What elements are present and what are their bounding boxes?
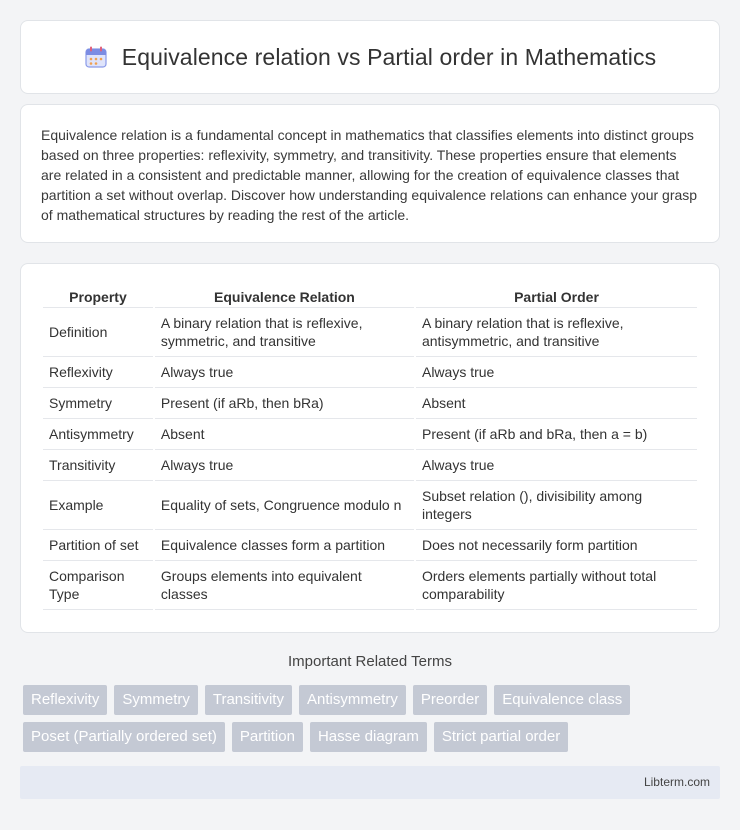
comparison-table-card <box>20 263 720 633</box>
page-title: Equivalence relation vs Partial order in Mathematics <box>121 43 657 70</box>
table-cell: Always true <box>155 357 414 388</box>
table-cell: Comparison Type <box>43 561 153 610</box>
intro-paragraph: Equivalence relation is a fundamental concept in mathematics that classifies elements into distinct groups based on three properties: reflexivity, symmetry, and transitivity. These properties ensure that elements are related in a consistent and predictable manner, allowing for the creation of equivalence classes that partition a set without overlap. Discover how understanding equivalence relations can enhance your grasp of mathematical structures by reading the rest of the article. <box>41 127 698 223</box>
calendar-icon <box>84 45 108 69</box>
header-card <box>20 20 720 94</box>
table-cell: A binary relation that is reflexive, symmetric, and transitive <box>155 308 414 357</box>
term-tag-antisymmetry[interactable]: Antisymmetry <box>299 685 406 715</box>
term-tag-poset[interactable]: Poset (Partially ordered set) <box>23 722 225 752</box>
table-cell: Reflexivity <box>43 357 153 388</box>
related-terms-title: Important Related Terms <box>288 653 452 670</box>
intro-card <box>20 104 720 243</box>
table-cell: Equality of sets, Congruence modulo n <box>155 481 414 530</box>
footer <box>20 766 720 799</box>
table-cell: Subset relation (), divisibility among integers <box>416 481 697 530</box>
table-cell: Absent <box>155 419 414 450</box>
table-row <box>43 561 697 610</box>
table-row <box>43 388 697 419</box>
column-header-partial-order: Partial Order <box>416 284 697 308</box>
table-cell: Antisymmetry <box>43 419 153 450</box>
table-row <box>43 419 697 450</box>
table-row <box>43 450 697 481</box>
table-cell: Definition <box>43 308 153 357</box>
table-cell: Does not necessarily form partition <box>416 530 697 561</box>
table-header-row <box>43 284 697 308</box>
term-tag-preorder[interactable]: Preorder <box>413 685 487 715</box>
term-tag-strict-partial-order[interactable]: Strict partial order <box>434 722 568 752</box>
term-tag-symmetry[interactable]: Symmetry <box>114 685 198 715</box>
table-cell: Equivalence classes form a partition <box>155 530 414 561</box>
table-cell: Partition of set <box>43 530 153 561</box>
comparison-table <box>41 284 699 610</box>
term-tag-equivalence-class[interactable]: Equivalence class <box>494 685 630 715</box>
term-tag-partition[interactable]: Partition <box>232 722 303 752</box>
column-header-equivalence: Equivalence Relation <box>155 284 414 308</box>
table-cell: Orders elements partially without total comparability <box>416 561 697 610</box>
column-header-property: Property <box>43 284 153 308</box>
table-cell: Symmetry <box>43 388 153 419</box>
table-cell: A binary relation that is reflexive, antisymmetric, and transitive <box>416 308 697 357</box>
table-row <box>43 308 697 357</box>
table-cell: Present (if aRb, then bRa) <box>155 388 414 419</box>
table-cell: Present (if aRb and bRa, then a = b) <box>416 419 697 450</box>
table-cell: Absent <box>416 388 697 419</box>
table-cell: Always true <box>416 357 697 388</box>
title-wrap <box>84 44 656 71</box>
table-row <box>43 481 697 530</box>
table-row <box>43 530 697 561</box>
table-cell: Always true <box>416 450 697 481</box>
footer-brand-link[interactable]: Libterm.com <box>643 775 710 789</box>
related-terms-list <box>23 685 723 752</box>
term-tag-transitivity[interactable]: Transitivity <box>205 685 292 715</box>
table-cell: Always true <box>155 450 414 481</box>
term-tag-hasse-diagram[interactable]: Hasse diagram <box>310 722 427 752</box>
table-cell: Example <box>43 481 153 530</box>
table-cell: Groups elements into equivalent classes <box>155 561 414 610</box>
table-cell: Transitivity <box>43 450 153 481</box>
table-row <box>43 357 697 388</box>
term-tag-reflexivity[interactable]: Reflexivity <box>23 685 107 715</box>
